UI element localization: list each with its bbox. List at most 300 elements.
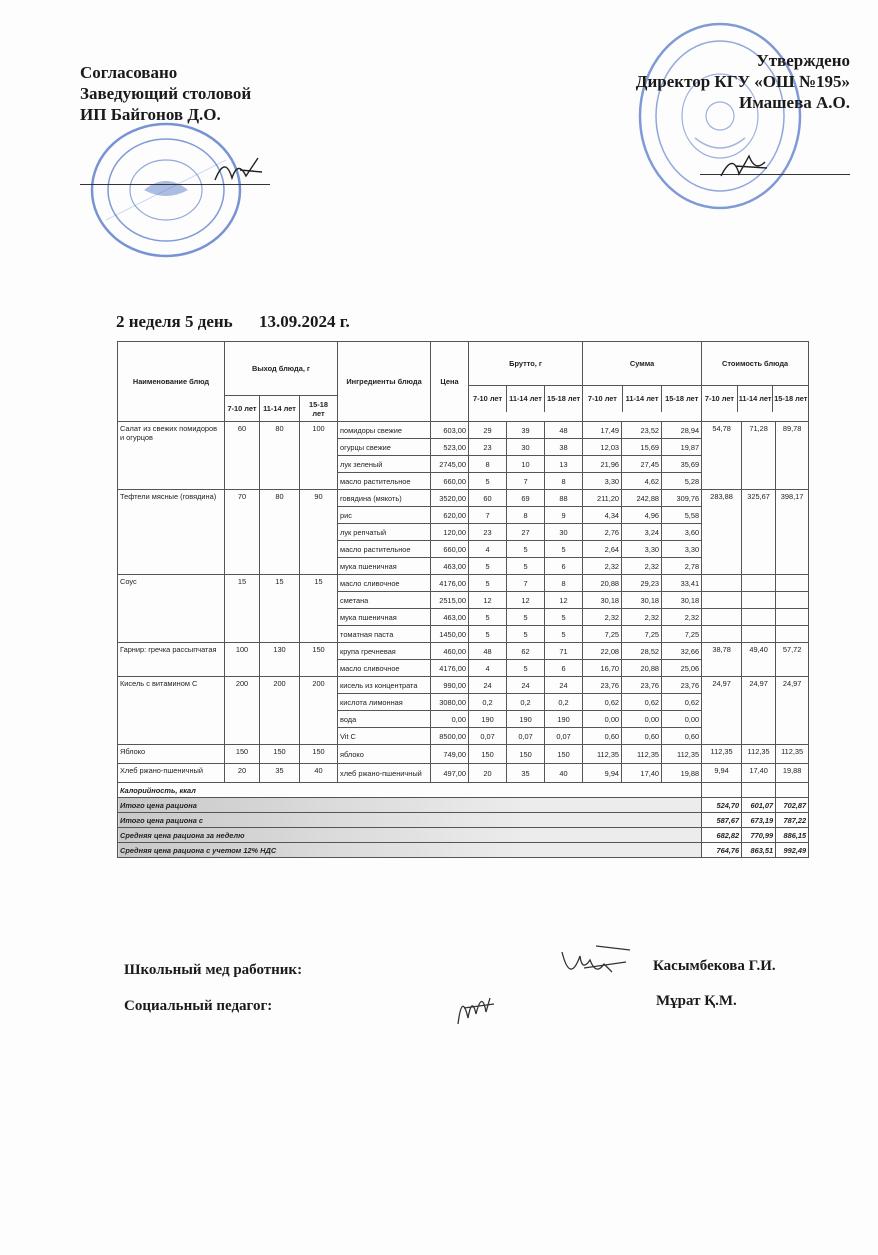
table-row: [118, 575, 809, 592]
dish-cost-cell: [776, 592, 809, 609]
header-gross-age2: 11-14 лет: [507, 386, 545, 412]
ingredient-sum-cell: 7,25: [622, 626, 662, 643]
ingredient-gross-cell: 5: [507, 541, 545, 558]
dish-yield-cell: 70: [225, 490, 260, 575]
ingredient-gross-cell: 190: [545, 711, 583, 728]
ingredient-sum-cell: 25,06: [662, 660, 702, 677]
menu-summary-body: [118, 783, 809, 858]
ingredient-name-cell: кисель из концентрата: [338, 677, 431, 694]
ingredient-name-cell: лук зеленый: [338, 456, 431, 473]
dish-cost-cell: 24,97: [702, 677, 742, 745]
ingredient-sum-cell: 30,18: [583, 592, 622, 609]
dish-yield-cell: 150: [225, 745, 260, 764]
dish-cost-cell: 112,35: [742, 745, 776, 764]
summary-row: [118, 783, 809, 798]
ingredient-price-cell: 603,00: [431, 422, 469, 439]
ingredient-price-cell: 120,00: [431, 524, 469, 541]
approval-right-line3: Имашева А.О.: [738, 93, 850, 112]
ingredient-sum-cell: 0,62: [583, 694, 622, 711]
ingredient-gross-cell: 0,2: [469, 694, 507, 711]
ingredient-sum-cell: 5,58: [662, 507, 702, 524]
dish-yield-cell: 150: [260, 745, 300, 764]
ingredient-name-cell: крупа гречневая: [338, 643, 431, 660]
summary-value: 886,15: [776, 828, 809, 843]
social-pedagogue-label: Социальный педагог:: [124, 998, 273, 1014]
dish-name-cell: Салат из свежих помидоров и огурцов: [118, 422, 225, 490]
ingredient-gross-cell: 150: [469, 745, 507, 764]
dish-cost-cell: [776, 575, 809, 592]
ingredient-gross-cell: 150: [545, 745, 583, 764]
dish-yield-cell: 200: [300, 677, 338, 745]
ingredient-sum-cell: 2,32: [622, 609, 662, 626]
ingredient-sum-cell: 20,88: [622, 660, 662, 677]
ingredient-gross-cell: 150: [507, 745, 545, 764]
ingredient-name-cell: рис: [338, 507, 431, 524]
ingredient-sum-cell: 9,94: [583, 764, 622, 783]
ingredient-sum-cell: 15,69: [622, 439, 662, 456]
left-stamp: [86, 120, 246, 260]
dish-cost-cell: 283,88: [702, 490, 742, 575]
header-gross-group: [469, 342, 583, 422]
ingredient-price-cell: 497,00: [431, 764, 469, 783]
summary-row: [118, 843, 809, 858]
ingredient-sum-cell: 4,62: [622, 473, 662, 490]
summary-label: Итого цена рациона с: [118, 813, 702, 828]
ingredient-sum-cell: 2,32: [583, 558, 622, 575]
ingredient-gross-cell: 30: [507, 439, 545, 456]
ingredient-gross-cell: 48: [469, 643, 507, 660]
ingredient-gross-cell: 5: [545, 541, 583, 558]
ingredient-sum-cell: 30,18: [622, 592, 662, 609]
ingredient-name-cell: сметана: [338, 592, 431, 609]
ingredient-sum-cell: 21,96: [583, 456, 622, 473]
header-gross-age3: 15-18 лет: [546, 394, 581, 403]
summary-label: Калорийность, ккал: [118, 783, 702, 798]
table-row: [118, 490, 809, 507]
ingredient-gross-cell: 5: [469, 473, 507, 490]
dish-yield-cell: 100: [300, 422, 338, 490]
ingredient-sum-cell: 7,25: [662, 626, 702, 643]
ingredient-sum-cell: 112,35: [622, 745, 662, 764]
dish-cost-cell: [776, 609, 809, 626]
approval-right-signature: [715, 150, 775, 182]
ingredient-sum-cell: 12,03: [583, 439, 622, 456]
ingredient-gross-cell: 30: [545, 524, 583, 541]
dish-cost-cell: 398,17: [776, 490, 809, 575]
ingredient-price-cell: 2515,00: [431, 592, 469, 609]
dish-cost-cell: 38,78: [702, 643, 742, 677]
summary-value: 992,49: [776, 843, 809, 858]
header-yield: Выход блюда, г: [225, 342, 338, 396]
dish-cost-cell: [702, 609, 742, 626]
dish-cost-cell: 71,28: [742, 422, 776, 490]
header-sum-age3: 15-18 лет: [665, 394, 699, 403]
table-row: [118, 643, 809, 660]
ingredient-name-cell: Vit C: [338, 728, 431, 745]
summary-row: [118, 813, 809, 828]
header-cost-group: [702, 342, 809, 422]
dish-yield-cell: 90: [300, 490, 338, 575]
ingredient-gross-cell: 62: [507, 643, 545, 660]
ingredient-price-cell: 463,00: [431, 558, 469, 575]
dish-yield-cell: 200: [260, 677, 300, 745]
ingredient-sum-cell: 3,24: [622, 524, 662, 541]
menu-date: 13.09.2024 г.: [258, 312, 350, 331]
ingredient-gross-cell: 8: [545, 473, 583, 490]
summary-value: [776, 783, 809, 798]
header-sum-age2: 11-14 лет: [623, 386, 663, 412]
ingredient-name-cell: масло сливочное: [338, 575, 431, 592]
approval-left-line2: Заведующий столовой: [80, 84, 252, 103]
ingredient-gross-cell: 10: [507, 456, 545, 473]
dish-yield-cell: 40: [300, 764, 338, 783]
dish-cost-cell: [702, 626, 742, 643]
summary-label: Итого цена рациона: [118, 798, 702, 813]
ingredient-sum-cell: 22,08: [583, 643, 622, 660]
ingredient-price-cell: 523,00: [431, 439, 469, 456]
ingredient-price-cell: 4176,00: [431, 660, 469, 677]
ingredient-gross-cell: 39: [507, 422, 545, 439]
header-price: Цена: [431, 342, 469, 422]
dish-yield-cell: 80: [260, 422, 300, 490]
dish-cost-cell: 49,40: [742, 643, 776, 677]
dish-name-cell: Тефтели мясные (говядина): [118, 490, 225, 575]
summary-value: 682,82: [702, 828, 742, 843]
ingredient-gross-cell: 29: [469, 422, 507, 439]
ingredient-sum-cell: 0,00: [583, 711, 622, 728]
summary-value: 524,70: [702, 798, 742, 813]
ingredient-price-cell: 3080,00: [431, 694, 469, 711]
ingredient-sum-cell: 35,69: [662, 456, 702, 473]
ingredient-sum-cell: 2,78: [662, 558, 702, 575]
summary-value: 601,07: [742, 798, 776, 813]
ingredient-gross-cell: 5: [507, 609, 545, 626]
ingredient-gross-cell: 40: [545, 764, 583, 783]
ingredient-sum-cell: 19,87: [662, 439, 702, 456]
ingredient-price-cell: 3520,00: [431, 490, 469, 507]
summary-value: 770,99: [742, 828, 776, 843]
dish-cost-cell: 17,40: [742, 764, 776, 783]
ingredient-gross-cell: 71: [545, 643, 583, 660]
ingredient-name-cell: хлеб ржано-пшеничный: [338, 764, 431, 783]
ingredient-sum-cell: 23,76: [622, 677, 662, 694]
dish-yield-cell: 80: [260, 490, 300, 575]
ingredient-sum-cell: 3,30: [662, 541, 702, 558]
social-pedagogue-signature: [450, 984, 500, 1030]
ingredient-gross-cell: 24: [545, 677, 583, 694]
ingredient-name-cell: огурцы свежие: [338, 439, 431, 456]
ingredient-gross-cell: 6: [545, 660, 583, 677]
right-stamp: [635, 18, 805, 213]
dish-yield-cell: 15: [260, 575, 300, 643]
ingredient-sum-cell: 17,49: [583, 422, 622, 439]
ingredient-sum-cell: 29,23: [622, 575, 662, 592]
ingredient-gross-cell: 7: [507, 575, 545, 592]
ingredient-sum-cell: 112,35: [583, 745, 622, 764]
ingredient-sum-cell: 23,52: [622, 422, 662, 439]
ingredient-gross-cell: 20: [469, 764, 507, 783]
approval-right-line2: Директор КГУ «ОШ №195»: [635, 72, 850, 91]
ingredient-sum-cell: 4,96: [622, 507, 662, 524]
ingredient-sum-cell: 33,41: [662, 575, 702, 592]
ingredient-gross-cell: 5: [469, 558, 507, 575]
ingredient-sum-cell: 28,94: [662, 422, 702, 439]
table-row: [118, 745, 809, 764]
approval-left-line1: Согласовано: [80, 63, 178, 82]
dish-cost-cell: [742, 609, 776, 626]
ingredient-name-cell: лук репчатый: [338, 524, 431, 541]
menu-table-body: [118, 422, 809, 783]
ingredient-gross-cell: 88: [545, 490, 583, 507]
ingredient-gross-cell: 7: [469, 507, 507, 524]
ingredient-sum-cell: 0,60: [662, 728, 702, 745]
ingredient-sum-cell: 211,20: [583, 490, 622, 507]
ingredient-sum-cell: 0,60: [583, 728, 622, 745]
dish-yield-cell: 20: [225, 764, 260, 783]
ingredient-gross-cell: 0,07: [469, 728, 507, 745]
ingredient-gross-cell: 7: [507, 473, 545, 490]
summary-value: 702,87: [776, 798, 809, 813]
med-worker-label: Школьный мед работник:: [124, 962, 303, 978]
ingredient-price-cell: 4176,00: [431, 575, 469, 592]
ingredient-gross-cell: 4: [469, 541, 507, 558]
dish-cost-cell: 112,35: [776, 745, 809, 764]
ingredient-name-cell: яблоко: [338, 745, 431, 764]
approval-left: [80, 62, 251, 125]
dish-yield-cell: 200: [225, 677, 260, 745]
summary-label: Средняя цена рациона за неделю: [118, 828, 702, 843]
ingredient-price-cell: 463,00: [431, 609, 469, 626]
dish-name-cell: Яблоко: [118, 745, 225, 764]
menu-week-day: 2 неделя 5 день: [116, 312, 233, 331]
dish-cost-cell: 57,72: [776, 643, 809, 677]
dish-yield-cell: 15: [225, 575, 260, 643]
header-yield-age1: 7-10 лет: [225, 396, 260, 422]
header-gross-age1: 7-10 лет: [469, 386, 507, 412]
ingredient-sum-cell: 0,00: [662, 711, 702, 728]
ingredient-sum-cell: 242,88: [622, 490, 662, 507]
ingredient-sum-cell: 27,45: [622, 456, 662, 473]
ingredient-sum-cell: 16,70: [583, 660, 622, 677]
ingredient-gross-cell: 13: [545, 456, 583, 473]
ingredient-name-cell: масло растительное: [338, 473, 431, 490]
ingredient-price-cell: 620,00: [431, 507, 469, 524]
header-sum: Сумма: [583, 342, 701, 386]
ingredient-gross-cell: 190: [469, 711, 507, 728]
dish-cost-cell: [742, 575, 776, 592]
ingredient-price-cell: 460,00: [431, 643, 469, 660]
table-row: [118, 422, 809, 439]
approval-right-line1: Утверждено: [756, 51, 850, 70]
header-cost-age2: 11-14 лет: [738, 386, 774, 412]
ingredient-sum-cell: 0,00: [622, 711, 662, 728]
ingredient-gross-cell: 5: [469, 626, 507, 643]
ingredient-gross-cell: 8: [507, 507, 545, 524]
dish-yield-cell: 100: [225, 643, 260, 677]
ingredient-sum-cell: 0,62: [622, 694, 662, 711]
ingredient-name-cell: томатная паста: [338, 626, 431, 643]
ingredient-gross-cell: 5: [545, 609, 583, 626]
ingredient-gross-cell: 8: [545, 575, 583, 592]
ingredient-gross-cell: 0,2: [507, 694, 545, 711]
ingredient-sum-cell: 2,32: [622, 558, 662, 575]
ingredient-sum-cell: 23,76: [662, 677, 702, 694]
dish-cost-cell: [742, 592, 776, 609]
header-ingredients: Ингредиенты блюда: [338, 342, 431, 422]
header-yield-age3: 15-18 лет: [300, 396, 338, 422]
ingredient-price-cell: 1450,00: [431, 626, 469, 643]
ingredient-gross-cell: 23: [469, 524, 507, 541]
ingredient-name-cell: мука пшеничная: [338, 609, 431, 626]
dish-cost-cell: [742, 626, 776, 643]
ingredient-gross-cell: 35: [507, 764, 545, 783]
ingredient-gross-cell: 0,2: [545, 694, 583, 711]
ingredient-sum-cell: 2,64: [583, 541, 622, 558]
summary-value: 787,22: [776, 813, 809, 828]
ingredient-sum-cell: 23,76: [583, 677, 622, 694]
ingredient-gross-cell: 8: [469, 456, 507, 473]
ingredient-gross-cell: 5: [507, 558, 545, 575]
ingredient-name-cell: помидоры свежие: [338, 422, 431, 439]
ingredient-sum-cell: 0,60: [622, 728, 662, 745]
ingredient-sum-cell: 2,32: [662, 609, 702, 626]
ingredient-sum-cell: 3,30: [622, 541, 662, 558]
ingredient-gross-cell: 0,07: [507, 728, 545, 745]
ingredient-gross-cell: 23: [469, 439, 507, 456]
ingredient-price-cell: 2745,00: [431, 456, 469, 473]
ingredient-sum-cell: 17,40: [622, 764, 662, 783]
summary-row: [118, 828, 809, 843]
header-cost: Стоимость блюда: [702, 342, 808, 386]
header-sum-group: [583, 342, 702, 422]
ingredient-sum-cell: 7,25: [583, 626, 622, 643]
ingredient-name-cell: масло сливочное: [338, 660, 431, 677]
dish-yield-cell: 35: [260, 764, 300, 783]
ingredient-price-cell: 660,00: [431, 541, 469, 558]
ingredient-name-cell: кислота лимонная: [338, 694, 431, 711]
ingredient-sum-cell: 19,88: [662, 764, 702, 783]
menu-title: [116, 312, 372, 332]
summary-value: [702, 783, 742, 798]
ingredient-gross-cell: 5: [469, 609, 507, 626]
dish-yield-cell: 15: [300, 575, 338, 643]
dish-cost-cell: [702, 592, 742, 609]
summary-value: [742, 783, 776, 798]
header-cost-age3: 15-18 лет: [774, 394, 808, 403]
ingredient-price-cell: 0,00: [431, 711, 469, 728]
med-worker-name: Касымбекова Г.И.: [653, 958, 776, 974]
ingredient-sum-cell: 5,28: [662, 473, 702, 490]
dish-name-cell: Гарнир: гречка рассыпчатая: [118, 643, 225, 677]
ingredient-price-cell: 749,00: [431, 745, 469, 764]
dish-yield-cell: 150: [300, 643, 338, 677]
ingredient-gross-cell: 0,07: [545, 728, 583, 745]
dish-yield-cell: 60: [225, 422, 260, 490]
dish-cost-cell: 24,97: [742, 677, 776, 745]
ingredient-gross-cell: 48: [545, 422, 583, 439]
ingredient-sum-cell: 3,60: [662, 524, 702, 541]
summary-value: 863,51: [742, 843, 776, 858]
ingredient-sum-cell: 32,66: [662, 643, 702, 660]
ingredient-gross-cell: 190: [507, 711, 545, 728]
ingredient-name-cell: мука пшеничная: [338, 558, 431, 575]
dish-cost-cell: 112,35: [702, 745, 742, 764]
ingredient-gross-cell: 27: [507, 524, 545, 541]
dish-cost-cell: [776, 626, 809, 643]
ingredient-price-cell: 990,00: [431, 677, 469, 694]
ingredient-price-cell: 660,00: [431, 473, 469, 490]
ingredient-sum-cell: 28,52: [622, 643, 662, 660]
med-worker-signature: [556, 942, 636, 990]
ingredient-gross-cell: 69: [507, 490, 545, 507]
ingredient-sum-cell: 2,76: [583, 524, 622, 541]
approval-left-signature: [210, 150, 270, 190]
ingredient-sum-cell: 309,76: [662, 490, 702, 507]
ingredient-gross-cell: 5: [507, 626, 545, 643]
social-pedagogue-name: Мұрат Қ.М.: [656, 993, 737, 1009]
dish-cost-cell: [702, 575, 742, 592]
ingredient-sum-cell: 20,88: [583, 575, 622, 592]
ingredient-gross-cell: 9: [545, 507, 583, 524]
ingredient-gross-cell: 6: [545, 558, 583, 575]
ingredient-gross-cell: 60: [469, 490, 507, 507]
ingredient-gross-cell: 5: [469, 575, 507, 592]
ingredient-price-cell: 8500,00: [431, 728, 469, 745]
dish-name-cell: Соус: [118, 575, 225, 643]
dish-cost-cell: 19,88: [776, 764, 809, 783]
ingredient-gross-cell: 12: [545, 592, 583, 609]
ingredient-gross-cell: 38: [545, 439, 583, 456]
dish-cost-cell: 89,78: [776, 422, 809, 490]
summary-value: 587,67: [702, 813, 742, 828]
ingredient-name-cell: говядина (мякоть): [338, 490, 431, 507]
ingredient-gross-cell: 24: [507, 677, 545, 694]
ingredient-gross-cell: 12: [507, 592, 545, 609]
ingredient-sum-cell: 4,34: [583, 507, 622, 524]
table-row: [118, 677, 809, 694]
header-gross: Брутто, г: [469, 342, 582, 386]
dish-yield-cell: 130: [260, 643, 300, 677]
dish-cost-cell: 24,97: [776, 677, 809, 745]
ingredient-sum-cell: 3,30: [583, 473, 622, 490]
menu-table: [117, 341, 809, 858]
summary-value: 673,19: [742, 813, 776, 828]
ingredient-gross-cell: 5: [545, 626, 583, 643]
approval-left-line3: ИП Байгонов Д.О.: [80, 105, 221, 124]
header-yield-age2: 11-14 лет: [260, 396, 300, 422]
ingredient-gross-cell: 24: [469, 677, 507, 694]
ingredient-sum-cell: 0,62: [662, 694, 702, 711]
ingredient-name-cell: масло растительное: [338, 541, 431, 558]
ingredient-sum-cell: 112,35: [662, 745, 702, 764]
summary-label: Средняя цена рациона с учетом 12% НДС: [118, 843, 702, 858]
ingredient-gross-cell: 4: [469, 660, 507, 677]
dish-cost-cell: 9,94: [702, 764, 742, 783]
dish-yield-cell: 150: [300, 745, 338, 764]
dish-cost-cell: 54,78: [702, 422, 742, 490]
ingredient-gross-cell: 5: [507, 660, 545, 677]
dish-name-cell: Хлеб ржано-пшеничный: [118, 764, 225, 783]
dish-cost-cell: 325,67: [742, 490, 776, 575]
header-cost-age1: 7-10 лет: [702, 386, 738, 412]
header-dish: Наименование блюд: [118, 342, 225, 422]
summary-row: [118, 798, 809, 813]
table-row: [118, 764, 809, 783]
ingredient-sum-cell: 30,18: [662, 592, 702, 609]
dish-name-cell: Кисель с витамином С: [118, 677, 225, 745]
ingredient-sum-cell: 2,32: [583, 609, 622, 626]
approval-right: [636, 50, 850, 113]
